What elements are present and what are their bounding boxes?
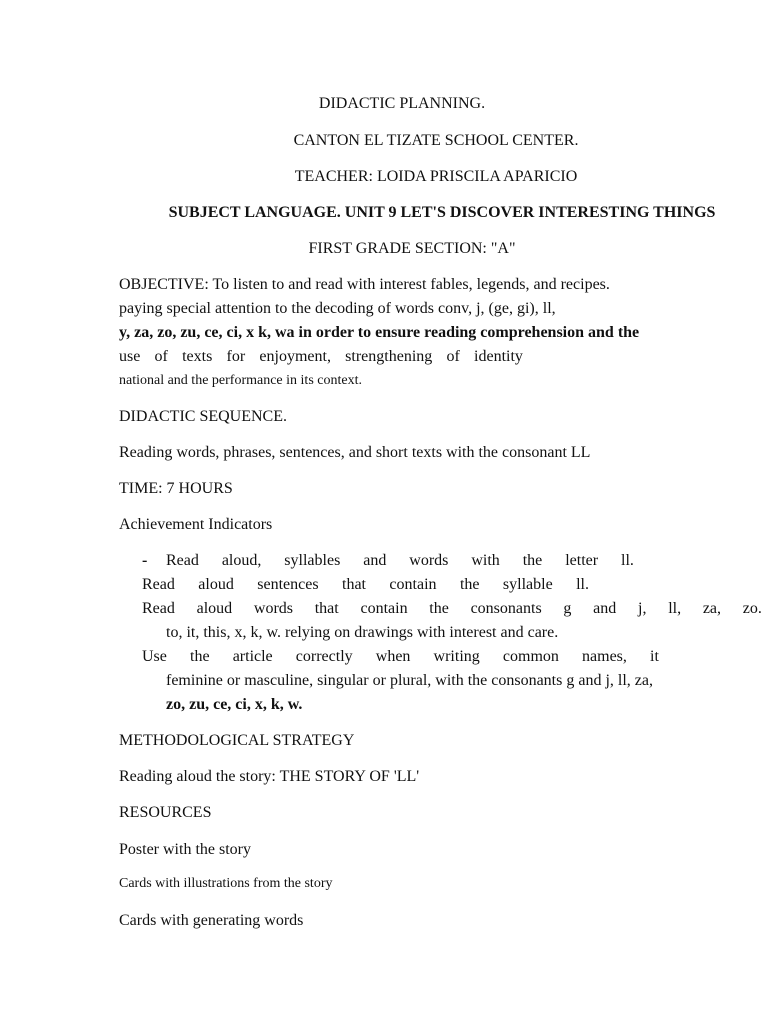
objective-line-1: OBJECTIVE: To listen to and read with interest fables, legends, and recipes. (119, 276, 610, 293)
word: article (232, 648, 273, 665)
word: aloud (196, 600, 233, 617)
word: Use (142, 648, 167, 665)
indicators-heading: Achievement Indicators (119, 516, 273, 533)
word: syllables (284, 552, 341, 569)
objective-line-3: y, za, zo, zu, ce, ci, x k, wa in order to ensure reading comprehension and the (119, 324, 640, 341)
word: when (375, 648, 411, 665)
word: that (314, 600, 339, 617)
word: and (593, 600, 617, 617)
strategy-text: Reading aloud the story: THE STORY OF 'LL' (119, 768, 420, 785)
word: writing (433, 648, 480, 665)
resource-item: Cards with illustrations from the story (119, 876, 333, 891)
time-label: TIME: 7 HOURS (119, 480, 233, 497)
indicator-4-continued: feminine or masculine, singular or plural, with the consonants g and j, ll, za, (166, 672, 653, 689)
objective-line-4 (119, 347, 523, 367)
word: texts (182, 348, 213, 365)
objective-line-5: national and the performance in its context. (119, 373, 362, 388)
resource-item: Cards with generating words (119, 912, 304, 929)
word: aloud, (221, 552, 262, 569)
indicator-4-end: zo, zu, ce, ci, x, k, w. (166, 696, 303, 713)
word: and (363, 552, 387, 569)
word: consonants (470, 600, 542, 617)
document-title: DIDACTIC PLANNING. (318, 95, 486, 112)
word: the (190, 648, 210, 665)
word: Read (142, 576, 175, 593)
word: sentences (257, 576, 319, 593)
word: it (650, 648, 659, 665)
word: the (459, 576, 480, 593)
resources-heading: RESOURCES (119, 804, 212, 821)
word: that (342, 576, 366, 593)
indicator-3-continued: to, it, this, x, k, w. relying on drawings with interest and care. (166, 624, 559, 641)
word: with (471, 552, 500, 569)
word: common (502, 648, 559, 665)
word: of (446, 348, 460, 365)
word: g (563, 600, 572, 617)
word: aloud (198, 576, 234, 593)
word: letter (565, 552, 599, 569)
bullet-marker: - (142, 552, 148, 569)
sequence-heading: DIDACTIC SEQUENCE. (119, 408, 287, 425)
word: correctly (295, 648, 353, 665)
word: j, (638, 600, 647, 617)
word: strengthening (345, 348, 433, 365)
word: identity (474, 348, 523, 365)
word: Read (142, 600, 175, 617)
word: words (409, 552, 449, 569)
school-name: CANTON EL TIZATE SCHOOL CENTER. (293, 132, 579, 149)
indicator-4 (142, 647, 659, 667)
teacher-name: TEACHER: LOIDA PRISCILA APARICIO (294, 168, 578, 185)
objective-line-2: paying special attention to the decoding of words conv, j, (ge, gi), ll, (119, 300, 556, 317)
indicator-1 (166, 551, 634, 571)
word: the (429, 600, 449, 617)
strategy-heading: METHODOLOGICAL STRATEGY (119, 732, 355, 749)
indicator-3 (142, 599, 762, 619)
word: syllable (502, 576, 553, 593)
resource-item: Poster with the story (119, 841, 251, 858)
word: for (226, 348, 246, 365)
word: use (119, 348, 141, 365)
word: ll. (621, 552, 634, 569)
word: za, (702, 600, 722, 617)
word: Read (166, 552, 199, 569)
word: ll. (576, 576, 589, 593)
word: contain (389, 576, 437, 593)
word: words (253, 600, 293, 617)
sequence-reading: Reading words, phrases, sentences, and short texts with the consonant LL (119, 444, 591, 461)
word: contain (360, 600, 408, 617)
grade-section: FIRST GRADE SECTION: "A" (308, 240, 516, 257)
word: of (154, 348, 168, 365)
word: ll, (668, 600, 682, 617)
subject-heading: SUBJECT LANGUAGE. UNIT 9 LET'S DISCOVER INTERESTING THINGS (168, 204, 716, 221)
word: names, (582, 648, 627, 665)
word: zo. (742, 600, 762, 617)
word: enjoyment, (259, 348, 331, 365)
word: the (522, 552, 543, 569)
indicator-2 (142, 575, 589, 595)
